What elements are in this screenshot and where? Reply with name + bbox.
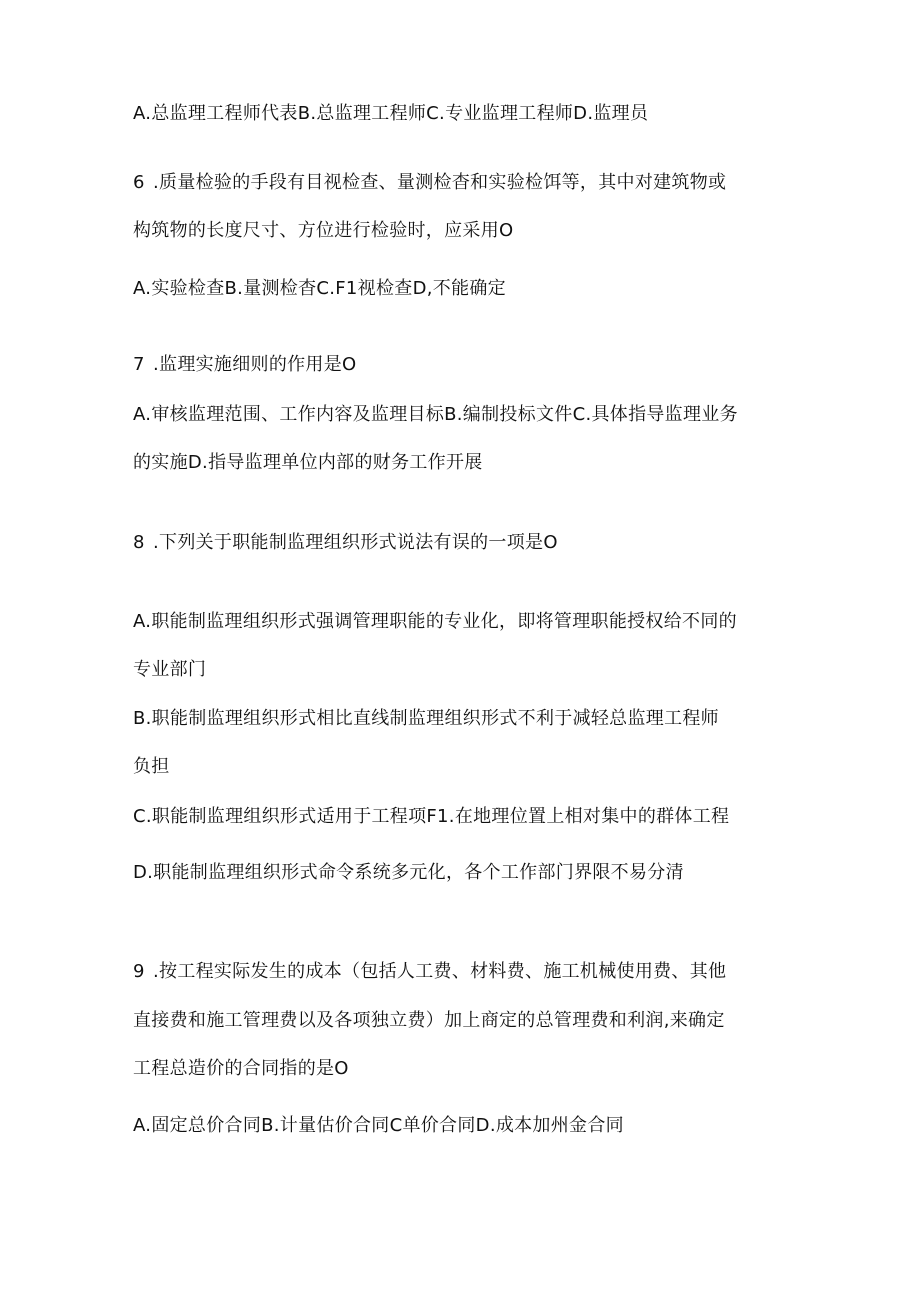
q9-text-line2: 直接费和施工管理费以及各项独立费）加上商定的总管理费和利润,来确定 [133,1010,725,1031]
q8-text: .下列关于职能制监理组织形式说法有误的一项是O [153,532,558,553]
q7-options-line2: 的实施D.指导监理单位内部的财务工作开展 [133,452,483,473]
q7-text: .监理实施细则的作用是O [153,354,357,375]
q8-option-a-line2: 专业部门 [133,659,207,680]
q9-text-line3: 工程总造价的合同指的是O [133,1058,349,1079]
q8-question [133,531,793,555]
q7-options-line1: A.审核监理范围、工作内容及监理目标B.编制投标文件C.具体指导监理业务 [133,404,738,425]
q6-text-line1: .质量检验的手段有目视检查、量测检杳和实验检饵等，其中对建筑物或 [153,172,727,193]
q5-options: A.总监理工程师代表B.总监理工程师C.专业监理工程师D.监理员 [133,103,649,124]
q6-options: A.实验检查B.量测检杳C.F1视检查D,不能确定 [133,278,506,299]
q6-text-line2: 构筑物的长度尺寸、方位进行检验时，应采用O [133,220,514,241]
q8-option-c: C.职能制监理组织形式适用于工程项F1.在地理位置上相对集中的群体工程 [133,806,730,827]
q9-number: 9 [133,961,145,982]
q6-number: 6 [133,172,145,193]
q9-question-line1 [133,960,793,984]
q8-option-b-line2: 负担 [133,756,170,777]
q9-text-line1: .按工程实际发生的成本（包括人工费、材料费、施工机械使用费、其他 [153,961,727,982]
q9-options: A.固定总价合同B.计量估价合同C单价合同D.成本加州金合同 [133,1115,624,1136]
q7-number: 7 [133,354,145,375]
q6-question-line1 [133,171,793,195]
q8-number: 8 [133,532,145,553]
q8-option-d: D.职能制监理组织形式命令系统多元化，各个工作部门界限不易分清 [133,862,684,883]
q8-option-b-line1: B.职能制监理组织形式相比直线制监理组织形式不利于减轻总监理工程师 [133,708,719,729]
q8-option-a-line1: A.职能制监理组织形式强调管理职能的专业化，即将管理职能授权给不同的 [133,611,737,632]
q7-question [133,353,793,377]
